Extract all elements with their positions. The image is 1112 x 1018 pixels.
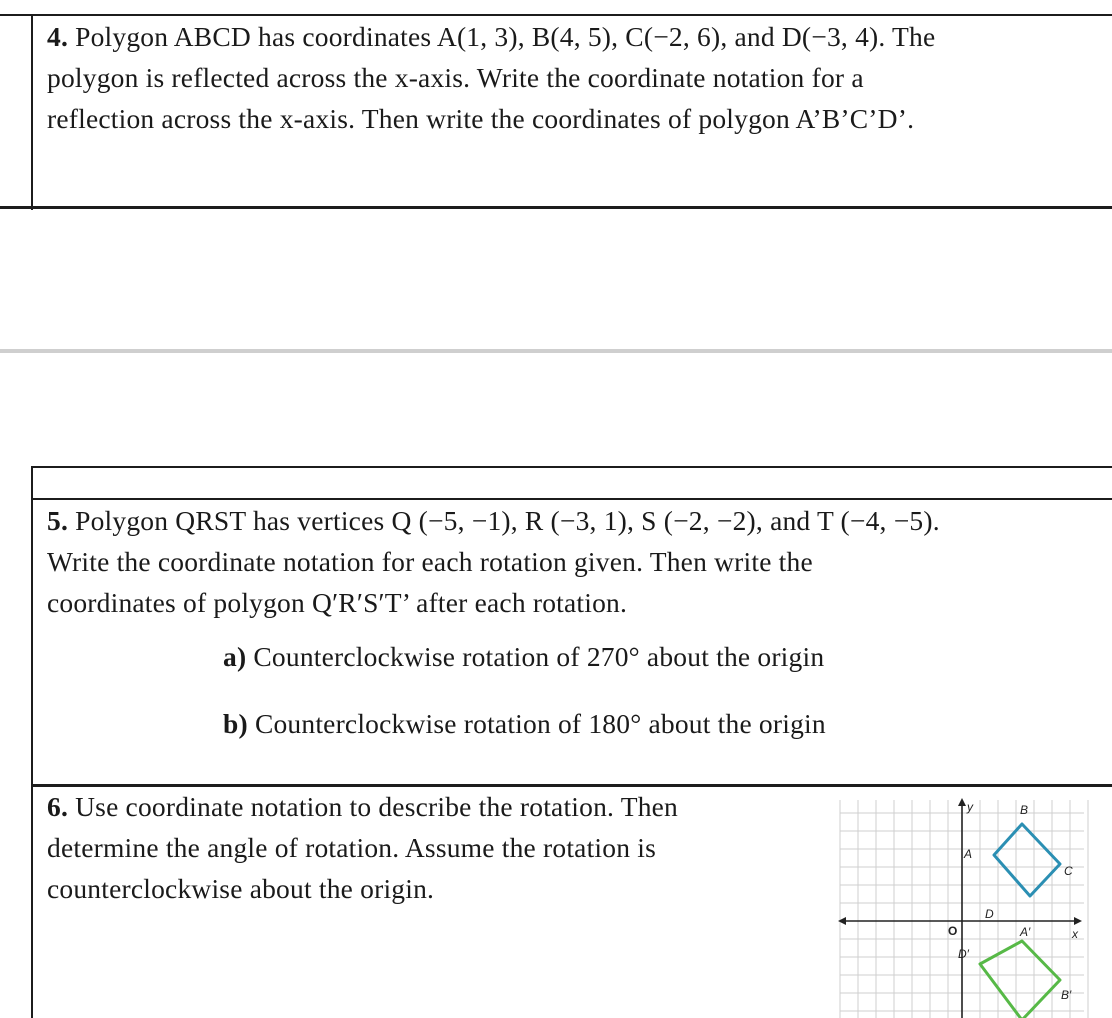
vertex-label-b-prime: B′	[1061, 988, 1072, 1002]
vertex-label-b: B	[1020, 803, 1029, 817]
page-gap-divider	[0, 349, 1112, 353]
problem-5-number: 5.	[47, 505, 69, 536]
part-b-text: Counterclockwise rotation of 180° about the origin	[254, 708, 826, 739]
problem-6-line-1: Use coordinate notation to describe the rotation. Then	[75, 791, 679, 822]
problem-4-line-1: Polygon ABCD has coordinates A(1, 3), B(4, 5), C(−2, 6), and D(−3, 4). The	[75, 21, 936, 52]
problem-4-line-3: reflection across the x-axis. Then write the coordinates of polygon A’B’C’D’.	[47, 103, 915, 134]
vertex-label-d: D	[985, 907, 994, 921]
problem-5-part-b	[223, 707, 826, 741]
x-axis-arrow-right	[1074, 917, 1082, 925]
problem-5-line-1: Polygon QRST has vertices Q (−5, −1), R (−3, 1), S (−2, −2), and T (−4, −5).	[75, 505, 940, 536]
vertex-label-c: C	[1064, 864, 1073, 878]
problem-5-part-a	[223, 640, 824, 674]
problem-4-bottom-border	[0, 206, 1112, 209]
vertex-label-d-prime: D′	[958, 947, 969, 961]
image-polygon	[980, 941, 1060, 1018]
problem-5-line-3: coordinates of polygon Q′R′S′T’ after each rotation.	[47, 587, 628, 618]
problem-6-line-2: determine the angle of rotation. Assume the rotation is	[47, 832, 656, 863]
problem-6-text	[47, 786, 678, 909]
part-a-text: Counterclockwise rotation of 270° about the origin	[253, 641, 825, 672]
graph-grid	[840, 800, 1088, 1018]
problem-4-number: 4.	[47, 21, 69, 52]
x-axis-arrow-left	[838, 917, 846, 925]
part-a-label: a)	[223, 641, 247, 672]
vertex-label-a-prime: A′	[1020, 925, 1031, 939]
part-b-label: b)	[223, 708, 248, 739]
problem-5-outer-top-border	[31, 466, 1112, 468]
problem-4-left-border	[31, 14, 33, 210]
problem-6-number: 6.	[47, 791, 69, 822]
problem-5-line-2: Write the coordinate notation for each rotation given. Then write the	[47, 546, 813, 577]
y-axis-arrow-up	[958, 798, 966, 806]
x-axis-label: x	[1072, 927, 1078, 941]
origin-label: O	[948, 924, 958, 938]
problem-4-text	[47, 16, 935, 139]
vertex-label-a: A	[964, 847, 973, 861]
problem-5-text	[47, 500, 940, 623]
problem-6-line-3: counterclockwise about the origin.	[47, 873, 435, 904]
coordinate-graph	[832, 790, 1112, 1018]
problem-4-line-2: polygon is reflected across the x-axis. Write the coordinate notation for a	[47, 62, 864, 93]
problem-5-left-border	[31, 466, 33, 1018]
y-axis-label: y	[967, 800, 973, 814]
